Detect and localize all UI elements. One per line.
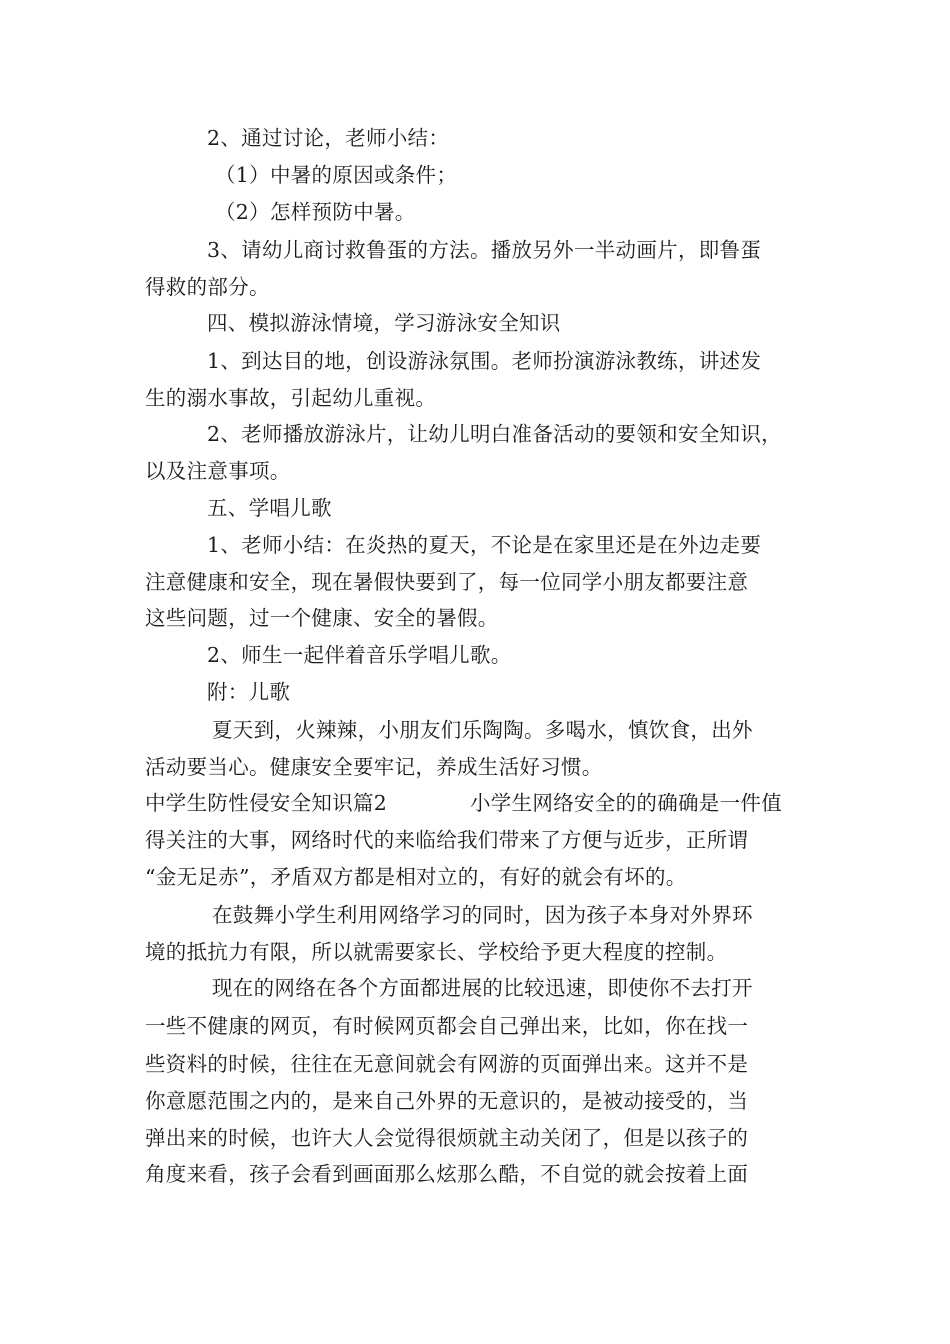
text-line: 你意愿范围之内的，是来自己外界的无意识的，是被动接受的，当 [145,1089,749,1113]
text-line: 3、请幼儿商讨救鲁蛋的方法。播放另外一半动画片，即鲁蛋 [207,238,762,262]
text-line: 生的溺水事故，引起幼儿重视。 [145,386,437,410]
text-line: （2）怎样预防中暑。 [215,200,416,224]
text-line: 夏天到，火辣辣，小朋友们乐陶陶。多喝水，慎饮食，出外 [212,718,753,742]
text-line: 附：儿歌 [207,680,291,704]
text-line: 2、通过讨论，老师小结： [207,126,450,150]
text-line: “金无足赤”，矛盾双方都是相对立的，有好的就会有坏的。 [145,865,687,889]
text-line: 境的抵抗力有限，所以就需要家长、学校给予更大程度的控制。 [145,940,728,964]
text-line: 些资料的时候，往往在无意间就会有网游的页面弹出来。这并不是 [145,1052,749,1076]
section-heading: 四、模拟游泳情境，学习游泳安全知识 [207,311,561,335]
text-line: 在鼓舞小学生利用网络学习的同时，因为孩子本身对外界环 [212,903,753,927]
text-line: 弹出来的时候，也许大人会觉得很烦就主动关闭了，但是以孩子的 [145,1126,749,1150]
text-line: 注意健康和安全，现在暑假快要到了，每一位同学小朋友都要注意 [145,570,749,594]
text-line: （1）中暑的原因或条件； [215,163,458,187]
text-line: 2、师生一起伴着音乐学唱儿歌。 [207,643,512,667]
text-line: 2、老师播放游泳片，让幼儿明白准备活动的要领和安全知识， [207,422,782,446]
text-line: 活动要当心。健康安全要牢记，养成生活好习惯。 [145,755,603,779]
section-heading: 五、学唱儿歌 [207,496,332,520]
text-line: 一些不健康的网页，有时候网页都会自己弹出来，比如，你在找一 [145,1014,749,1038]
text-line: 得救的部分。 [145,275,270,299]
text-line: 这些问题，过一个健康、安全的暑假。 [145,606,499,630]
text-line: 现在的网络在各个方面都进展的比较迅速，即使你不去打开 [212,976,753,1000]
text-line: 得关注的大事，网络时代的来临给我们带来了方便与近步，正所谓 [145,828,749,852]
text-line: 小学生网络安全的的确确是一件值 [470,791,782,815]
text-line: 1、老师小结：在炎热的夏天，不论是在家里还是在外边走要 [207,533,762,557]
text-line: 角度来看，孩子会看到画面那么炫那么酷，不自觉的就会按着上面 [145,1162,749,1186]
text-line: 以及注意事项。 [145,459,291,483]
text-line: 1、到达目的地，创设游泳氛围。老师扮演游泳教练，讲述发 [207,349,762,373]
article-title: 中学生防性侵安全知识篇2 [145,791,388,815]
